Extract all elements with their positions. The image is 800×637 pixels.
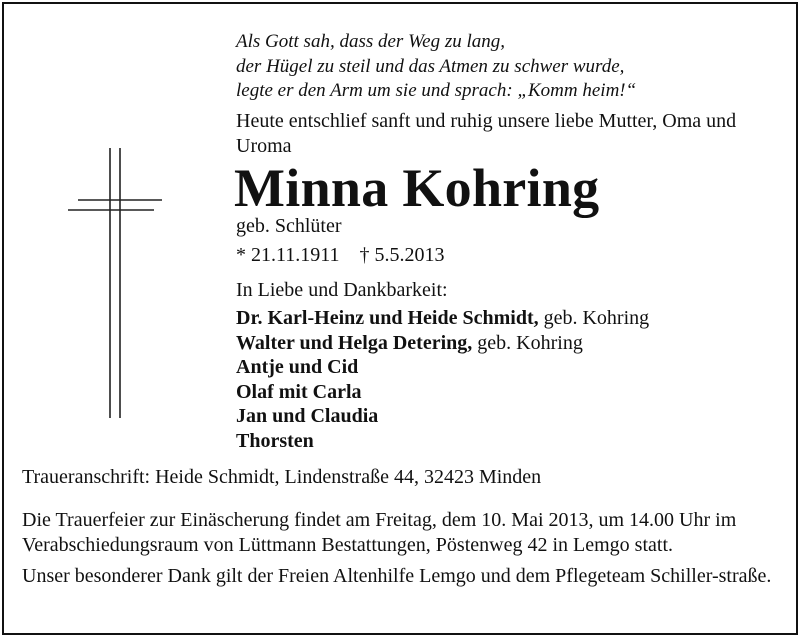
- birth-date: * 21.11.1911: [236, 244, 340, 266]
- mourner-row: Thorsten: [236, 429, 314, 452]
- poem-line: der Hügel zu steil und das Atmen zu schwer wurde,: [236, 55, 625, 77]
- mourner-row: Dr. Karl-Heinz und Heide Schmidt, geb. Kohring: [236, 307, 650, 329]
- mourners-list: [236, 306, 649, 453]
- mourner-row: Walter und Helga Detering, geb. Kohring: [236, 331, 583, 354]
- poem-line: Als Gott sah, dass der Weg zu lang,: [236, 31, 506, 52]
- life-dates: [236, 243, 445, 268]
- maiden-name: geb. Schlüter: [236, 215, 342, 237]
- mourner-row: Olaf mit Carla: [236, 380, 362, 403]
- mourner-row: Antje und Cid: [236, 356, 359, 378]
- cross-icon: [68, 148, 164, 418]
- mourning-address: Traueranschrift: Heide Schmidt, Lindenstraße 44, 32423 Minden: [22, 466, 542, 488]
- poem-line: legte er den Arm um sie und sprach: „Komm heim!“: [236, 80, 637, 101]
- ceremony-info: Die Trauerfeier zur Einäscherung findet am Freitag, dem 10. Mai 2013, um 14.00 Uhr im Verabschiedungsraum von Lüttmann Bestattungen, Pöstenweg 42 in Lemgo statt.: [22, 509, 737, 556]
- thanks-intro: In Liebe und Dankbarkeit:: [236, 279, 448, 301]
- deceased-name: Minna Kohring: [234, 158, 600, 218]
- death-date: † 5.5.2013: [359, 244, 445, 266]
- announcement-intro: Heute entschlief sanft und ruhig unsere liebe Mutter, Oma und Uroma: [236, 110, 737, 157]
- mourner-row: Jan und Claudia: [236, 405, 379, 427]
- gratitude-note: Unser besonderer Dank gilt der Freien Altenhilfe Lemgo und dem Pflegeteam Schiller-straße.: [22, 565, 772, 587]
- poem-verse: [236, 30, 636, 104]
